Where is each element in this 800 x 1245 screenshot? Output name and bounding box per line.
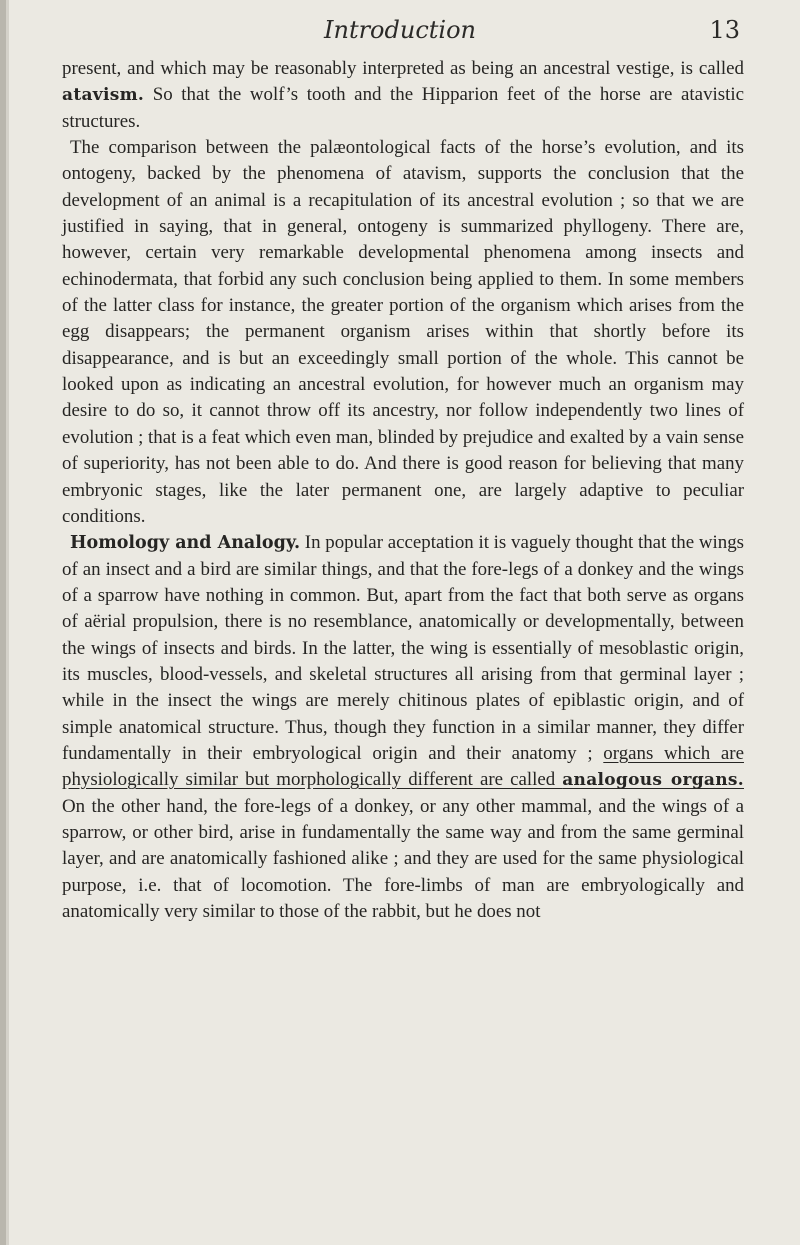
running-title: Introduction xyxy=(324,16,476,44)
page-number: 13 xyxy=(709,16,740,44)
paragraph-text: In popular acceptation it is vaguely thought that the wings of an insect and a bird are similar things, and that the fore-legs of a donkey and the wings of a sparrow have nothing in common. But, apart from the fact that both serve as organs of aërial propulsion, there is no resemblance, anatomically or developmentally, between the wings of insects and birds. In the latter, the wing is essentially of mesoblastic origin, its muscles, blood-vessels, and skeletal structures all arising from that germinal layer ; while in the insect the wings are merely chitinous plates of epiblastic origin, and of simple anatomical structure. Thus, though they function in a similar manner, they differ fundamentally in their embryological origin and their anatomy ; xyxy=(62,532,744,764)
page-header xyxy=(60,14,740,50)
definition-text: organs which are physiologically similar but morphologically different are called xyxy=(62,742,744,791)
section-heading: Homology and Analogy. xyxy=(70,533,301,554)
page-binding-shadow xyxy=(6,0,9,1245)
paragraph-homology-analogy xyxy=(62,530,744,925)
term-atavism: atavism. xyxy=(62,85,145,106)
paragraph-comparison: The comparison between the palæontological facts of the horse’s evolution, and its ontogeny, backed by the phenomena of atavism, supports the conclusion that the development of an animal is a recapitulation of its ancestral evolution ; so that we are justified in saying, that in general, ontogeny is summarized phyllogeny. There are, however, certain very remarkable developmental phenomena among insects and echinodermata, that forbid any such conclusion being applied to them. In some members of the latter class for instance, the greater portion of the organism which arises from the egg disappears; the permanent organism arises within that shortly before its disappearance, and is but an exceedingly small portion of the whole. This cannot be looked upon as indicating an ancestral evolution, for however much an organism may desire to do so, it cannot throw off its ancestry, nor follow independently two lines of evolution ; that is a feat which even man, blinded by prejudice and exalted by a vain sense of superiority, has not been able to do. And there is good reason for believing that many embryonic stages, like the later permanent one, are largely adaptive to peculiar conditions. xyxy=(62,137,744,527)
paragraph-text: present, and which may be reasonably interpreted as being an ancestral vestige, is called xyxy=(62,58,744,79)
paragraph-atavism xyxy=(62,56,744,135)
paragraph-text: On the other hand, the fore-legs of a donkey, or any other mammal, and the wings of a sparrow, or other bird, arise in fundamentally the same way and from the same germinal layer, and are anatomically fashioned alike ; and they are used for the same physiological purpose, i.e. that of locomotion. The fore-limbs of man are embryologically and anatomically very similar to those of the rabbit, but he does not xyxy=(62,795,744,922)
paragraph-text: So that the wolf’s tooth and the Hipparion feet of the horse are atavistic structures. xyxy=(62,84,744,132)
body-text xyxy=(62,56,744,925)
term-analogous-organs: analogous organs. xyxy=(562,770,744,791)
